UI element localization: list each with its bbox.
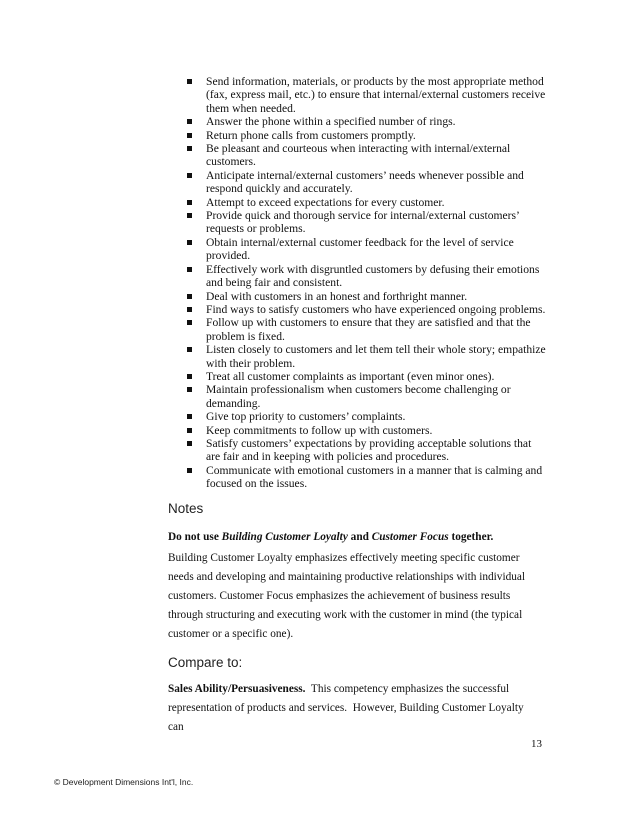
square-bullet-icon — [187, 428, 192, 433]
list-item-text: Effectively work with disgruntled customers by defusing their emotions and being fair and consistent. — [206, 262, 540, 290]
list-item-text: Send information, materials, or products by the most appropriate method (fax, express mail, etc.) to ensure that internal/external customers receive them when needed. — [206, 75, 546, 115]
list-item — [186, 383, 548, 410]
list-item-text: Deal with customers in an honest and forthright manner. — [206, 289, 468, 303]
square-bullet-icon — [187, 133, 192, 138]
list-item-text: Provide quick and thorough service for internal/external customers’ requests or problems. — [206, 209, 520, 236]
list-item-text: Treat all customer complaints as important (even minor ones). — [206, 369, 495, 383]
list-item — [186, 343, 548, 370]
list-item-text: Keep commitments to follow up with customers. — [206, 423, 433, 437]
square-bullet-icon — [187, 79, 192, 84]
compare-body — [168, 680, 538, 737]
list-item-text: Communicate with emotional customers in a manner that is calming and focused on the issues. — [206, 463, 543, 491]
list-item — [186, 424, 548, 437]
square-bullet-icon — [187, 119, 192, 124]
compare-text: This competency emphasizes the successful representation of products and services. However, Building Customer Loyalty can — [168, 683, 527, 733]
square-bullet-icon — [187, 294, 192, 299]
notes-warning — [168, 528, 538, 547]
list-item — [186, 464, 548, 491]
list-item — [186, 263, 548, 290]
square-bullet-icon — [187, 200, 192, 205]
list-item — [186, 236, 548, 263]
list-item — [186, 410, 548, 423]
list-item-text: Give top priority to customers’ complaints. — [206, 410, 406, 424]
square-bullet-icon — [187, 267, 192, 272]
square-bullet-icon — [187, 146, 192, 151]
square-bullet-icon — [187, 320, 192, 325]
list-item-text: Be pleasant and courteous when interacting with internal/external customers. — [206, 142, 511, 169]
list-item-text: Answer the phone within a specified number of rings. — [206, 115, 456, 129]
list-item-text: Follow up with customers to ensure that they are satisfied and that the problem is fixed. — [206, 316, 531, 343]
footer-copyright: © Development Dimensions Int'l, Inc. — [54, 777, 194, 787]
behavior-bullet-list — [186, 75, 548, 491]
warning-term-building-customer-loyalty: Building Customer Loyalty — [221, 531, 348, 543]
square-bullet-icon — [187, 441, 192, 446]
list-item — [186, 115, 548, 128]
square-bullet-icon — [187, 387, 192, 392]
warning-term-customer-focus: Customer Focus — [371, 531, 449, 543]
compare-heading: Compare to: — [168, 655, 243, 670]
square-bullet-icon — [187, 468, 192, 473]
list-item — [186, 169, 548, 196]
warning-middle: and — [347, 531, 372, 543]
list-item — [186, 196, 548, 209]
square-bullet-icon — [187, 374, 192, 379]
list-item-text: Find ways to satisfy customers who have experienced ongoing problems. — [206, 302, 546, 316]
list-item — [186, 437, 548, 464]
warning-prefix: Do not use — [168, 531, 222, 543]
list-item-text: Obtain internal/external customer feedback for the level of service provided. — [206, 235, 514, 263]
square-bullet-icon — [187, 347, 192, 352]
square-bullet-icon — [187, 414, 192, 419]
list-item — [186, 129, 548, 142]
compare-term: Sales Ability/Persuasiveness. — [168, 683, 306, 695]
list-item-text: Anticipate internal/external customers’ needs whenever possible and respond quickly and accurately. — [206, 168, 524, 196]
notes-heading: Notes — [168, 501, 204, 516]
list-item-text: Satisfy customers’ expectations by providing acceptable solutions that are fair and in keeping with policies and procedures. — [206, 436, 532, 464]
square-bullet-icon — [187, 307, 192, 312]
list-item — [186, 209, 548, 236]
list-item-text: Listen closely to customers and let them tell their whole story; empathize with their problem. — [206, 343, 546, 370]
list-item — [186, 303, 548, 316]
list-item — [186, 370, 548, 383]
page-number: 13 — [531, 738, 542, 750]
square-bullet-icon — [187, 240, 192, 245]
list-item-text: Attempt to exceed expectations for every customer. — [206, 195, 445, 209]
list-item — [186, 290, 548, 303]
notes-body: Building Customer Loyalty emphasizes effectively meeting specific customer needs and developing and maintaining productive relationships with individual customers. Customer Focus emphasizes the achievement of business results through structuring and executing work with the customer in mind (the typical customer or a specific one). — [168, 552, 526, 640]
square-bullet-icon — [187, 173, 192, 178]
list-item — [186, 75, 548, 115]
list-item — [186, 142, 548, 169]
list-item — [186, 316, 548, 343]
square-bullet-icon — [187, 213, 192, 218]
list-item-text: Return phone calls from customers promptly. — [206, 128, 416, 142]
list-item-text: Maintain professionalism when customers become challenging or demanding. — [206, 383, 511, 410]
warning-suffix: together. — [448, 531, 494, 543]
